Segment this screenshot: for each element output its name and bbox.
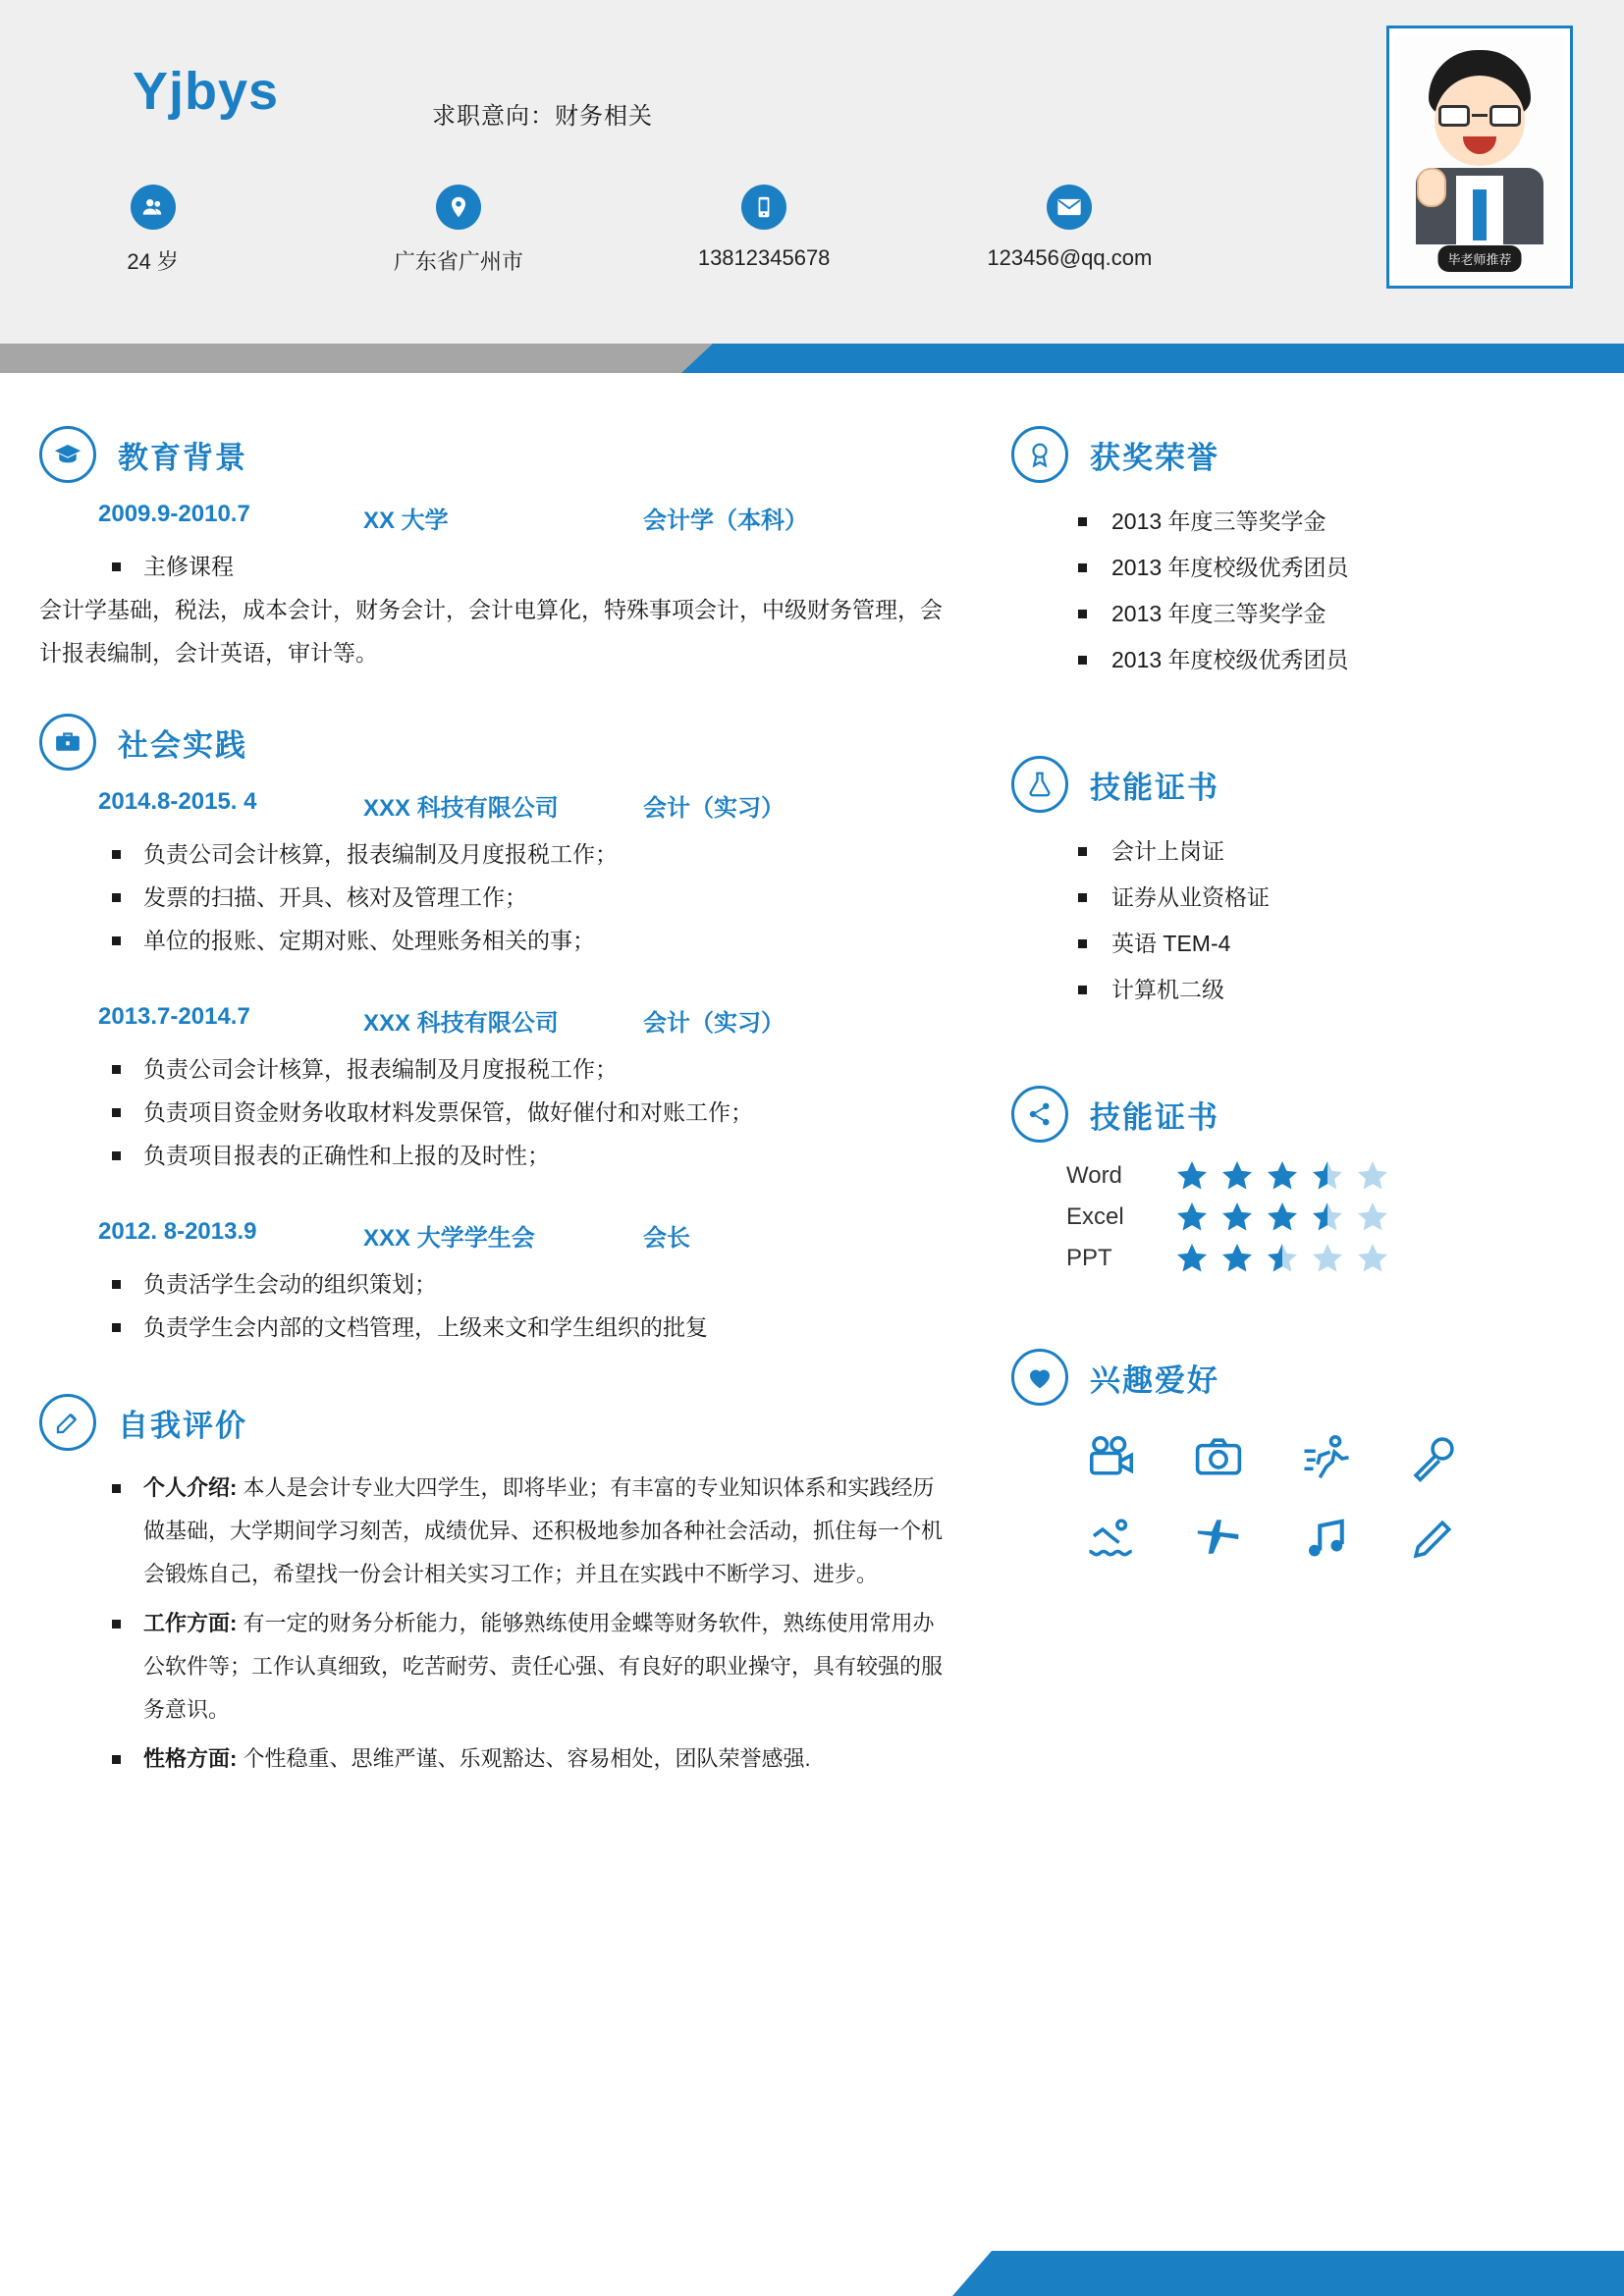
entry-org: XX 大学 (363, 507, 449, 534)
phone-icon (741, 185, 786, 230)
avatar-glasses (1438, 105, 1521, 127)
pencil-edit-icon (39, 1394, 96, 1451)
entry-org: XXX 科技有限公司 (363, 1010, 559, 1037)
contact-item-location (305, 185, 611, 276)
item-label: 性格方面: (143, 1746, 238, 1771)
star-full (1219, 1200, 1255, 1235)
list-item (98, 1602, 952, 1732)
skill-name: Word (1066, 1162, 1122, 1189)
section-title: 教育背景 (118, 440, 247, 475)
star-full (1174, 1158, 1210, 1194)
list-item (98, 1467, 952, 1596)
avatar-thumb-up (1417, 168, 1446, 207)
skill-name: Excel (1066, 1203, 1124, 1230)
rating-stars (1174, 1158, 1390, 1194)
list-item: 负责活学生会动的组织策划； (98, 1262, 952, 1306)
entry-date: 2014.8-2015. 4 (98, 788, 257, 815)
contact-item-age (0, 185, 305, 276)
microphone-icon (1389, 1431, 1480, 1484)
camera-icon (1174, 1431, 1265, 1484)
list-item: 负责项目资金财务收取材料发票保管，做好催付和对账工作； (98, 1091, 952, 1134)
share-nodes-icon (1011, 1086, 1068, 1143)
section-header (1011, 426, 1565, 483)
photo-caption: 毕老师推荐 (1437, 245, 1521, 272)
music-note-icon (1281, 1512, 1372, 1565)
right-column (992, 412, 1624, 1787)
section-certificates (1011, 756, 1565, 1013)
section-title: 社会实践 (118, 727, 247, 763)
section-body (39, 788, 952, 1349)
star-empty (1355, 1241, 1390, 1276)
section-title: 技能证书 (1090, 1099, 1219, 1135)
list-item: 单位的报账、定期对账、处理账务相关的事； (98, 919, 952, 962)
graduation-cap-icon (39, 426, 96, 483)
header (0, 0, 1624, 344)
list-item: 计算机二级 (1066, 967, 1565, 1013)
medal-icon (1011, 426, 1068, 483)
practice-bullets (98, 832, 952, 962)
section-self-evaluation (39, 1394, 952, 1781)
user-icon (131, 185, 176, 230)
section-header (1011, 756, 1565, 813)
section-hobbies (1011, 1349, 1565, 1565)
left-column (0, 412, 992, 1787)
rating-stars (1174, 1241, 1390, 1276)
location-icon (436, 185, 481, 230)
practice-bullets (98, 1047, 952, 1177)
list-item: 负责公司会计核算，报表编制及月度报税工作； (98, 832, 952, 876)
practice-entry (98, 788, 952, 823)
section-title: 获奖荣誉 (1090, 440, 1219, 475)
briefcase-icon (39, 714, 96, 771)
self-evaluation-list (98, 1467, 952, 1781)
item-text: 个性稳重、思维严谨、乐观豁达、容易相处，团队荣誉感强. (237, 1746, 811, 1771)
star-full (1219, 1241, 1255, 1276)
profile-photo-frame (1386, 26, 1573, 289)
heart-icon (1011, 1349, 1068, 1406)
star-full (1174, 1200, 1210, 1235)
hobby-grid (1066, 1431, 1479, 1565)
practice-entry (98, 1218, 952, 1253)
swimming-icon (1066, 1512, 1157, 1565)
section-education (39, 426, 952, 674)
list-item: 2013 年度校级优秀团员 (1066, 545, 1565, 591)
list-item: 英语 TEM-4 (1066, 921, 1565, 967)
list-item (98, 1737, 952, 1781)
list-item: 发票的扫描、开具、核对及管理工作； (98, 876, 952, 919)
star-half (1310, 1158, 1345, 1194)
star-empty (1355, 1158, 1390, 1194)
section-awards (1011, 426, 1565, 683)
avatar-tie (1473, 189, 1487, 240)
skill-row-word (1066, 1158, 1565, 1194)
star-empty (1355, 1200, 1390, 1235)
entry-role: 会长 (643, 1225, 690, 1252)
header-divider-accent (681, 344, 1624, 373)
entry-date: 2013.7-2014.7 (98, 1003, 250, 1030)
item-text: 本人是会计专业大四学生，即将毕业；有丰富的专业知识体系和实践经历做基础，大学期间学习刻苦，成绩优异、还积极地参加各种社会活动，抓住每一个机会锻炼自己，希望找一份会计相关实习工作；并且在实践中不断学习、进步。 (143, 1475, 944, 1586)
section-title: 技能证书 (1090, 770, 1219, 805)
contact-text: 123456@qq.com (987, 245, 1153, 270)
section-body (39, 501, 952, 674)
contact-text: 24 岁 (127, 249, 179, 274)
entry-date: 2012. 8-2013.9 (98, 1218, 257, 1245)
entry-org: XXX 科技有限公司 (363, 795, 559, 822)
entry-role: 会计（实习） (643, 795, 785, 822)
section-title: 自我评价 (118, 1408, 247, 1443)
airplane-icon (1174, 1512, 1265, 1565)
section-title: 兴趣爱好 (1090, 1362, 1219, 1398)
entry-org: XXX 大学学生会 (363, 1225, 535, 1252)
item-text: 有一定的财务分析能力，能够熟练使用金蝶等财务软件，熟练使用常用办公软件等；工作认真细致，吃苦耐劳、责任心强、有良好的职业操守，具有较强的服务意识。 (143, 1611, 944, 1722)
skill-row-excel (1066, 1200, 1565, 1235)
contact-item-email (917, 185, 1222, 276)
entry-role: 会计学（本科） (643, 507, 808, 534)
item-label: 工作方面: (143, 1611, 238, 1635)
list-item: 2013 年度三等奖学金 (1066, 499, 1565, 545)
entry-date: 2009.9-2010.7 (98, 501, 250, 527)
email-icon (1047, 185, 1092, 230)
contact-text: 13812345678 (697, 245, 831, 270)
list-item: 证券从业资格证 (1066, 875, 1565, 921)
skill-name: PPT (1066, 1245, 1112, 1271)
contact-bar (0, 185, 1222, 276)
section-header (39, 426, 952, 483)
education-entry (98, 501, 952, 535)
list-item: 2013 年度三等奖学金 (1066, 591, 1565, 637)
list-item: 主修课程 (98, 545, 952, 588)
star-half (1310, 1200, 1345, 1235)
awards-list (1066, 499, 1565, 683)
flask-icon (1011, 756, 1068, 813)
section-header (39, 1394, 952, 1451)
section-header (1011, 1086, 1565, 1143)
list-item: 会计上岗证 (1066, 828, 1565, 875)
running-icon (1281, 1431, 1372, 1484)
header-divider-band (0, 344, 1624, 373)
education-bullets (98, 545, 952, 588)
avatar (1395, 34, 1564, 280)
star-full (1265, 1158, 1300, 1194)
content (0, 373, 1624, 1787)
entry-role: 会计（实习） (643, 1010, 785, 1037)
section-header (39, 714, 952, 771)
education-courses: 会计学基础，税法，成本会计，财务会计，会计电算化，特殊事项会计，中级财务管理，会计报表编制，会计英语，审计等。 (39, 597, 943, 666)
contact-item-phone (612, 185, 917, 276)
section-skill-ratings (1011, 1086, 1565, 1276)
star-full (1174, 1241, 1210, 1276)
footer-band-white (0, 2251, 992, 2296)
certificates-list (1066, 828, 1565, 1013)
practice-bullets (98, 1262, 952, 1349)
job-objective: 求职意向：财务相关 (432, 103, 653, 130)
item-label: 个人介绍: (143, 1475, 238, 1500)
brand-logo: Yjbys (133, 62, 280, 121)
practice-entry (98, 1003, 952, 1038)
star-empty (1310, 1241, 1345, 1276)
list-item: 负责学生会内部的文档管理，上级来文和学生组织的批复 (98, 1306, 952, 1349)
list-item: 负责项目报表的正确性和上报的及时性； (98, 1134, 952, 1177)
pencil-icon (1389, 1512, 1480, 1565)
star-half (1265, 1241, 1300, 1276)
rating-stars (1174, 1200, 1390, 1235)
section-header (1011, 1349, 1565, 1406)
contact-text: 广东省广州市 (393, 249, 523, 274)
section-practice (39, 714, 952, 1349)
star-full (1219, 1158, 1255, 1194)
list-item: 2013 年度校级优秀团员 (1066, 637, 1565, 683)
skill-row-ppt (1066, 1241, 1565, 1276)
list-item: 负责公司会计核算，报表编制及月度报税工作； (98, 1047, 952, 1091)
star-full (1265, 1200, 1300, 1235)
movie-camera-icon (1066, 1431, 1157, 1484)
